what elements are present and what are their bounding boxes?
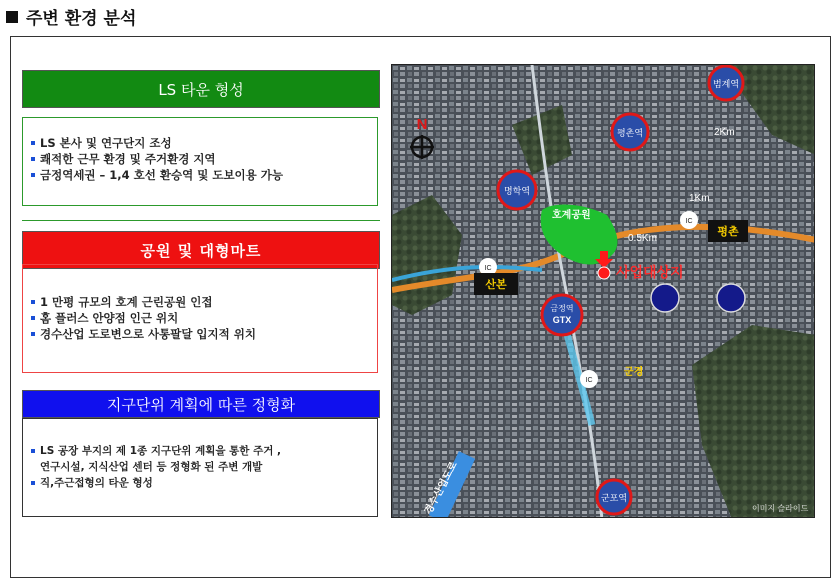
- section-banner-district-plan: 지구단위 계획에 따른 정형화: [22, 390, 380, 418]
- svg-text:범계역: 범계역: [712, 79, 740, 89]
- area-tag-sanbon: [474, 273, 518, 295]
- distance-label: 2Km: [714, 127, 735, 138]
- ic-marker: [580, 370, 598, 388]
- blue-marker: [717, 284, 745, 312]
- park-label: 호계공원: [552, 210, 591, 221]
- station-marker-gtx: [542, 295, 582, 335]
- svg-text:GTX: GTX: [552, 315, 572, 325]
- svg-text:평촌역: 평촌역: [616, 128, 644, 138]
- station-marker: [597, 480, 631, 514]
- divider: [22, 220, 380, 221]
- svg-text:군포역: 군포역: [600, 493, 628, 503]
- list-item: LS 공장 부지의 제 1종 지구단위 계획을 통한 주거 ,: [31, 443, 369, 459]
- area-label: 군경: [624, 367, 644, 378]
- section-box-park-mart: [22, 264, 378, 373]
- list-item: 쾌적한 근무 환경 및 주거환경 지역: [31, 151, 369, 167]
- station-marker: [498, 171, 536, 209]
- page-title-text: 주변 환경 분석: [26, 9, 137, 29]
- map-watermark: 이미지 슬라이드: [752, 504, 809, 513]
- station-marker: [612, 114, 648, 150]
- square-bullet-icon: [6, 11, 18, 23]
- svg-text:IC: IC: [484, 265, 492, 272]
- list-item: 1 만평 규모의 호계 근린공원 인접: [31, 294, 369, 310]
- list-item: 홈 플러스 안양점 인근 위치: [31, 310, 369, 326]
- bullet-list: [31, 135, 369, 183]
- svg-text:IC: IC: [685, 218, 693, 225]
- area-tag-pyeongchon: [708, 220, 748, 242]
- ic-marker: [680, 211, 698, 229]
- station-marker: [709, 66, 743, 100]
- page-title: [6, 4, 136, 29]
- section-banner-ls-town: LS 타운 형성: [22, 70, 380, 108]
- list-item: 경수산업 도로변으로 사통팔달 입지적 위치: [31, 326, 369, 342]
- section-box-district-plan: [22, 418, 378, 517]
- bullet-list: [31, 443, 369, 491]
- section-box-ls-town: [22, 117, 378, 206]
- svg-text:산본: 산본: [485, 279, 507, 291]
- list-item: 직,주근접형의 타운 형성: [31, 475, 369, 491]
- svg-text:N: N: [416, 116, 428, 133]
- list-item: LS 본사 및 연구단지 조성: [31, 135, 369, 151]
- map-svg: [392, 65, 815, 518]
- svg-text:평촌: 평촌: [717, 226, 739, 238]
- bullet-list: [31, 294, 369, 342]
- svg-text:금정역: 금정역: [550, 304, 574, 313]
- distance-label: 0.5Km: [628, 233, 657, 244]
- distance-label: 1Km: [689, 193, 710, 204]
- list-item: 금정역세권 – 1,4 호선 환승역 및 도보이용 가능: [31, 167, 369, 183]
- blue-marker: [651, 284, 679, 312]
- satellite-map: [391, 64, 815, 518]
- svg-text:명학역: 명학역: [503, 186, 531, 196]
- svg-text:IC: IC: [585, 377, 593, 384]
- site-label: 사업대상지: [616, 264, 684, 280]
- section-banner-park-mart: 공원 및 대형마트: [22, 231, 380, 269]
- road-label: 경수산업도로: [422, 460, 460, 517]
- list-item-continuation: 연구시설, 지식산업 센터 등 정형화 된 주변 개발: [40, 461, 263, 473]
